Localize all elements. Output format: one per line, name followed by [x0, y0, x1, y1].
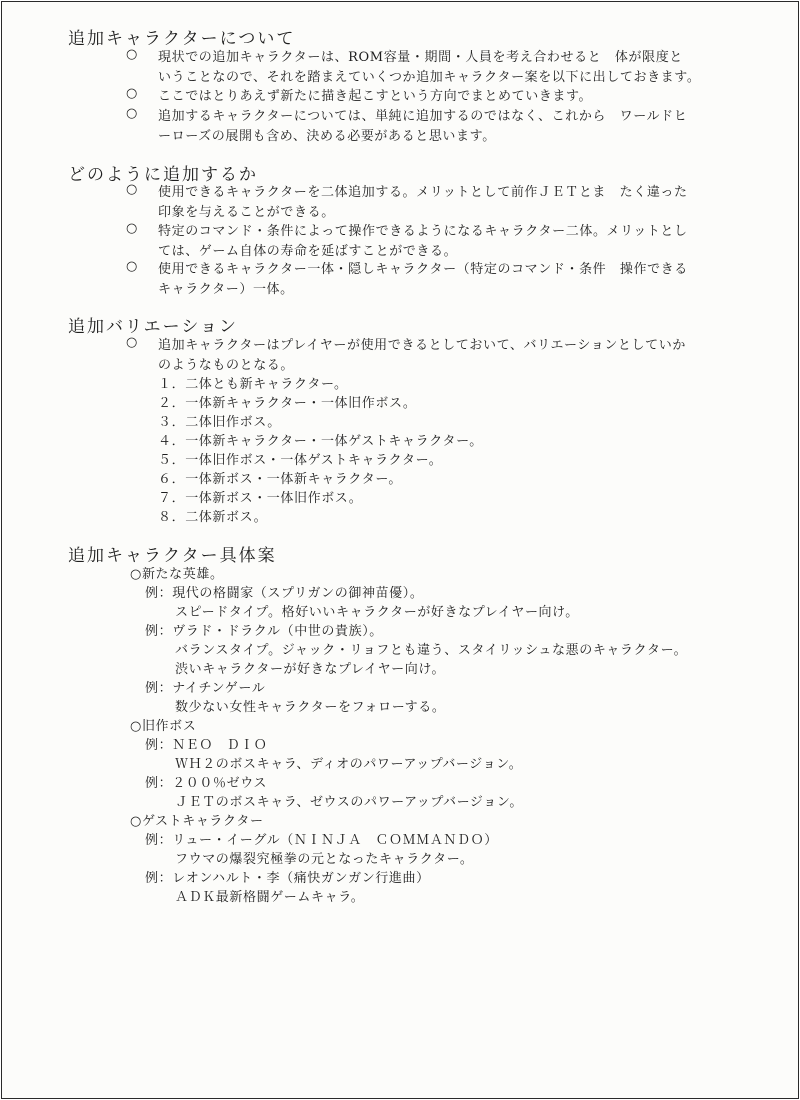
bullet-marker: ○	[126, 47, 138, 62]
variation-item-3: ３．二体旧作ボス。	[158, 415, 281, 430]
example-label: 例：レオンハルト・李（痛快ガンガン行進曲）	[145, 871, 430, 886]
example-label: 例：ＮＥＯ ＤＩＯ	[145, 738, 268, 753]
bullet-marker: ○	[126, 259, 138, 274]
bullet-text-line: 追加するキャラクターについては、単純に追加するのではなく、これから ワールドヒ	[158, 109, 688, 124]
section-title-how-to-add: どのように追加するか	[68, 165, 258, 185]
group-heading-new-heroes: ○新たな英雄。	[130, 567, 224, 582]
example-description: ＡＤＫ最新格闘ゲームキャラ。	[175, 890, 365, 905]
example-label: 例：ヴラド・ドラクル（中世の貴族）。	[145, 624, 383, 639]
bullet-text-line: 使用できるキャラクターを二体追加する。メリットとして前作ＪＥＴとま たく違った	[158, 185, 688, 200]
bullet-marker: ○	[126, 221, 138, 236]
variation-item-5: ５．一体旧作ボス・一体ゲストキャラクター。	[158, 453, 443, 468]
example-label: 例：ナイチンゲール	[145, 681, 266, 696]
example-description: 数少ない女性キャラクターをフォローする。	[175, 700, 446, 715]
example-description: フウマの爆裂究極拳の元となったキャラクター。	[175, 852, 474, 867]
variation-item-6: ６．一体新ボス・一体新キャラクター。	[158, 472, 403, 487]
variation-item-2: ２．一体新キャラクター・一体旧作ボス。	[158, 396, 417, 411]
variation-item-4: ４．一体新キャラクター・一体ゲストキャラクター。	[158, 434, 483, 449]
example-label: 例：リュー・イーグル（ＮＩＮＪＡ ＣＯＭＭＡＮＤＯ）	[145, 833, 498, 848]
bullet-text-line: 特定のコマンド・条件によって操作できるようになるキャラクター二体。メリットとし	[158, 224, 688, 239]
group-heading-guest-characters: ○ゲストキャラクター	[130, 814, 264, 829]
document-page	[1, 1, 799, 1099]
variation-item-1: １．二体とも新キャラクター。	[158, 377, 348, 392]
variation-item-7: ７．一体新ボス・一体旧作ボス。	[158, 491, 363, 506]
bullet-text-line: ここではとりあえず新たに描き起こすという方向でまとめていきます。	[158, 89, 593, 104]
bullet-marker: ○	[126, 182, 138, 197]
example-description: スピードタイプ。格好いいキャラクターが好きなプレイヤー向け。	[175, 605, 579, 620]
bullet-text-line: ーローズの展開も含め、決める必要があると思います。	[158, 129, 496, 144]
bullet-text-line: ては、ゲーム自体の寿命を延ばすことができる。	[158, 244, 458, 259]
bullet-text-line: 使用できるキャラクター一体・隠しキャラクター（特定のコマンド・条件 操作できる	[158, 262, 688, 277]
bullet-text-line: のようなものとなる。	[158, 358, 295, 373]
example-description: ＷＨ２のボスキャラ、ディオのパワーアップバージョン。	[175, 757, 523, 772]
bullet-text-line: いうことなので、それを踏まえていくつか追加キャラクター案を以下に出しておきます。	[158, 70, 701, 85]
bullet-marker: ○	[126, 106, 138, 121]
bullet-text-line: 印象を与えることができる。	[158, 205, 335, 220]
example-label: 例：現代の格闘家（スプリガンの御神苗優）。	[145, 586, 424, 601]
example-description: ＪＥＴのボスキャラ、ゼウスのパワーアップバージョン。	[175, 795, 524, 810]
bullet-text-line: キャラクター）一体。	[158, 282, 294, 297]
section-title-concrete-proposals: 追加キャラクター具体案	[68, 546, 277, 566]
section-title-variations: 追加バリエーション	[68, 317, 238, 337]
bullet-text-line: 追加キャラクターはプレイヤーが使用できるとしておいて、バリエーションとしていか	[158, 338, 686, 353]
section-title-additional-characters: 追加キャラクターについて	[68, 29, 296, 49]
bullet-marker: ○	[126, 335, 138, 350]
variation-item-8: ８．二体新ボス。	[158, 510, 268, 525]
bullet-marker: ○	[126, 86, 138, 101]
example-description: バランスタイプ。ジャック・リョフとも違う、スタイリッシュな悪のキャラクター。	[175, 643, 688, 658]
group-heading-old-bosses: ○旧作ボス	[130, 719, 197, 734]
bullet-text-line: 現状での追加キャラクターは、ROM容量・期間・人員を考え合わせると 体が限度と	[158, 50, 683, 65]
example-description: 渋いキャラクターが好きなプレイヤー向け。	[175, 662, 446, 677]
example-label: 例：２００％ゼウス	[145, 776, 268, 791]
